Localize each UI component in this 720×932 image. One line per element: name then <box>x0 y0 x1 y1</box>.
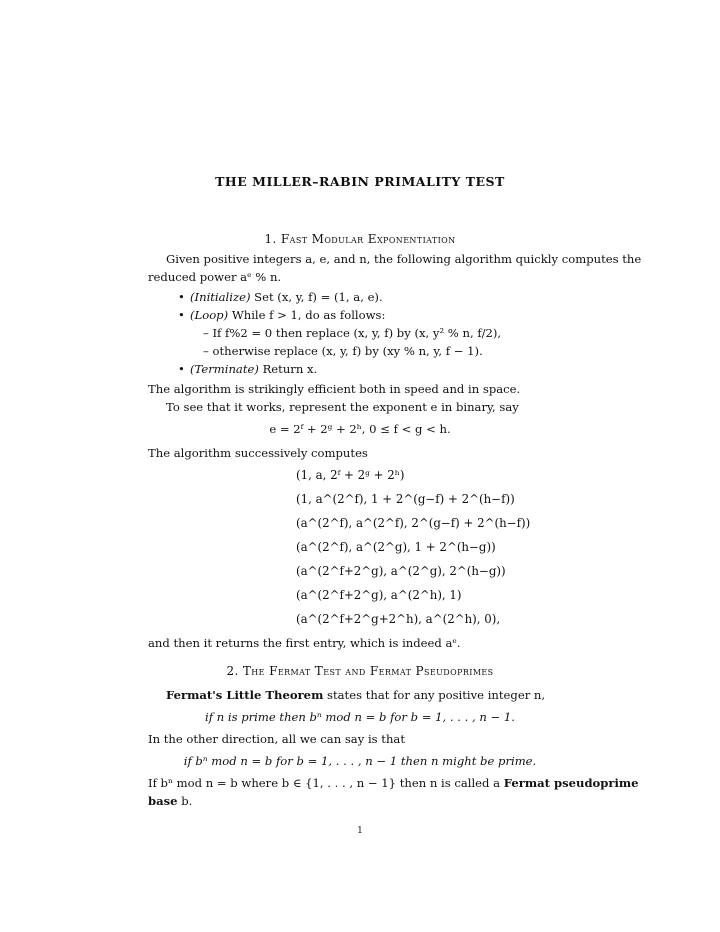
section1-heading: 1. Fast Modular Exponentiation <box>264 232 456 246</box>
flt-line: Fermat's Little Theorem states that for any positive integer n, <box>166 688 546 702</box>
step-1: (1, a, 2ᶠ + 2ᵍ + 2ʰ) <box>296 468 405 482</box>
bullet-loop: • (Loop) While f > 1, do as follows: <box>178 306 385 325</box>
bullet-terminate: • (Terminate) Return x. <box>178 360 317 379</box>
section2-heading: 2. The Fermat Test and Fermat Pseudoprimes <box>226 664 494 678</box>
successively-line: The algorithm successively computes <box>148 446 368 460</box>
closing-line: and then it returns the first entry, which is indeed aᵉ. <box>148 636 461 650</box>
binary-equation: e = 2ᶠ + 2ᵍ + 2ʰ, 0 ≤ f < g < h. <box>269 422 451 436</box>
bullet-dot: • <box>178 362 185 376</box>
step-5: (a^(2^f+2^g), a^(2^g), 2^(h−g)) <box>296 564 506 578</box>
bullet-dot: • <box>178 290 185 304</box>
bullet-dot: • <box>178 308 185 322</box>
step-7: (a^(2^f+2^g+2^h), a^(2^h), 0), <box>296 612 501 626</box>
step-3: (a^(2^f), a^(2^f), 2^(g−f) + 2^(h−f)) <box>296 516 531 530</box>
intro-line-1: Given positive integers a, e, and n, the following algorithm quickly computes the <box>166 252 642 266</box>
page-number: 1 <box>357 826 363 836</box>
intro-line-2: reduced power aᵉ % n. <box>148 270 282 284</box>
paper-title: THE MILLER–RABIN PRIMALITY TEST <box>215 174 505 189</box>
to-see-line: To see that it works, represent the exponent e in binary, say <box>166 400 519 414</box>
subbullet-odd: – otherwise replace (x, y, f) by (xy % n, y, f − 1). <box>203 344 483 358</box>
step-2: (1, a^(2^f), 1 + 2^(g−f) + 2^(h−f)) <box>296 492 515 506</box>
step-6: (a^(2^f+2^g), a^(2^h), 1) <box>296 588 462 602</box>
subbullet-even: – If f%2 = 0 then replace (x, y, f) by (x, y² % n, f/2), <box>203 326 502 340</box>
might-be-prime-statement: if bⁿ mod n = b for b = 1, . . . , n − 1 then n might be prime. <box>183 754 537 768</box>
other-direction-line: In the other direction, all we can say is that <box>148 732 405 746</box>
bullet-initialize: • (Initialize) Set (x, y, f) = (1, a, e). <box>178 288 383 307</box>
step-4: (a^(2^f), a^(2^g), 1 + 2^(h−g)) <box>296 540 496 554</box>
pseudoprime-line-1: If bⁿ mod n = b where b ∈ {1, . . . , n − 1} then n is called a Fermat pseudoprime <box>148 776 639 790</box>
flt-statement: if n is prime then bⁿ mod n = b for b = 1, . . . , n − 1. <box>205 710 515 724</box>
efficient-line: The algorithm is strikingly efficient both in speed and in space. <box>148 382 521 396</box>
pseudoprime-line-2: base b. <box>148 794 193 808</box>
